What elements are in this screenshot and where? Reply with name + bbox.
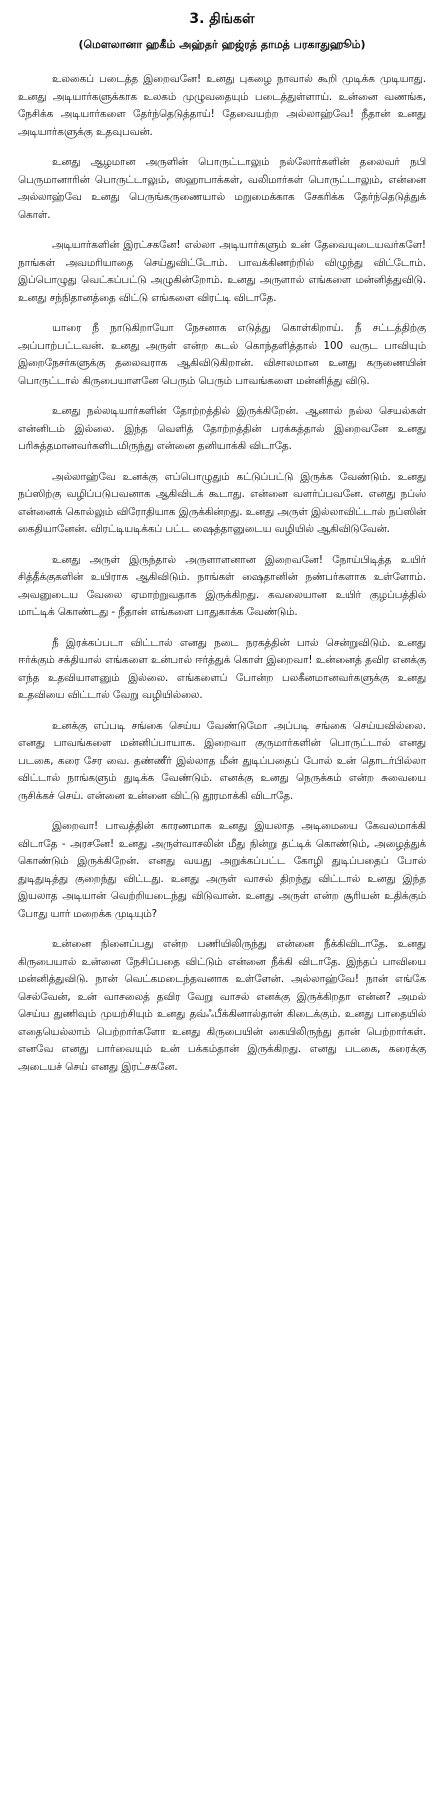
paragraph-6: அல்லாஹ்வே உனக்கு எப்பொழுதும் கட்டுப்பட்டு இருக்க வேண்டும். உனது நப்ஸிற்கு வழிப்படுபவனாக ஆகிவிடக் கூடாது. என்னை வளர்ப்பவனே. எனது நப்ஸ் என்னைக் கொல்லும் விரோதியாக இருக்கின்றது. உனது அருள் இல்லாவிட்டால் நப்ஸின் கைதியானேன். விரட்டியடிக்கப் பட்ட ஷைத்தானுடைய வழியில் ஆகிவிடுவேன். — [18, 470, 426, 535]
paragraph-4: யாரை நீ நாடுகிறாயோ நேசனாக எடுத்து கொள்கிறாய். நீ சட்டத்திற்கு அப்பாற்பட்டவன். உனது அருள் என்ற கடல் கொந்தளித்தால் 100 வருட பாவியும் இறைநேசர்களுக்கு தலைவராக ஆகிவிடுகிறான். விசாலமான உனது கருணையின் பொருட்டால் கிருபையாளனே பெரும் பெரும் பாவங்களை மன்னித்து விடு. — [18, 322, 426, 387]
paragraph-1: உலகைப் படைத்த இறைவனே! உனது புகழை நாவால் கூறி முடிக்க முடியாது. உனது அடியார்களுக்காக உலகம் முழுவதையும் படைத்துள்ளாய். உன்னை வணங்க, நேசிக்க அடியார்களை தேர்ந்தெடுத்தாய்! தேவையற்ற அல்லாஹ்வே! நீதான் உனது அடியார்களுக்கு உதவுபவன். — [18, 73, 426, 138]
paragraph-11: உன்னை நினைப்பது என்ற பணியிலிருந்து என்னை நீக்கிவிடாதே. உனது கிருபையால் உன்னை நேசிப்பதை விட்டும் என்னை நீக்கி விடாதே. இந்தப் பாவியை மன்னித்துவிடு. நான் வெட்கமடைந்தவனாக உள்ளேன். அல்லாஹ்வே! நான் எங்கே செல்வேன், உன் வாசலைத் தவிர வேறு வாசல் எனக்கு இருக்கிறதா என்ன? அமல் செய்ய துணிவும் முயற்சியும் உனது தவ்ஃபீக்கினால்தான் கிடைக்கும். உனது பாதையில் எதையெல்லாம் பெற்றார்களோ உனது கிருபையின் கையிலிருந்து தான் பெற்றார்கள். எனவே எனது பார்வையும் உன் பக்கம்தான் இருக்கிறது. எனது படகை, கரைக்கு அடையச் செய் எனது இரட்சகனே. — [18, 938, 426, 1073]
paragraph-5: உனது நல்லடியார்களின் தோற்றத்தில் இருக்கிறேன். ஆனால் நல்ல செயல்கள் என்னிடம் இல்லை. இந்த வெளித் தோற்றத்தின் பரக்கத்தால் இறைவனே உனது பரிசுத்தமானவர்களிடமிருந்து என்னை தனியாக்கி விடாதே. — [18, 405, 426, 452]
paragraph-8: நீ இரக்கப்படா விட்டால் எனது நடை நரகத்தின் பால் சென்றுவிடும். உனது ஈர்க்கும் சக்தியால் எங்களை உன்பால் ஈர்த்துக் கொள் இறைவா! உன்னைத் தவிர எனக்கு எந்த உதவியாளனும் இல்லை. எங்களைப் போன்ற பலகீனமானவர்களுக்கு உனது உதவியை விட்டால் வேறு வழியில்லை. — [18, 636, 426, 701]
paragraph-7: உனது அருள் இருந்தால் அருளாளனான இறைவனே! நோய்பிடித்த உயிர் சித்தீக்குகளின் உயிராக ஆகிவிடும். நாங்கள் ஷைதானின் நண்பர்களாக உள்ளோம். அவனுடைய வேலை ஏமாற்றுவதாக இருக்கிறது. கவலையான உயிர் குழப்பத்தில் மாட்டிக் கொண்டது - நீதான் எங்களை பாதுகாக்க வேண்டும். — [18, 553, 426, 618]
paragraph-3: அடியார்களின் இரட்சகனே! எல்லா அடியார்களும் உன் தேவையுடையவர்களே! நாங்கள் அவமரியாதை செய்துவிட்டோம். பாவக்கிணற்றில் விழுந்து விட்டோம். இப்பொழுது வெட்கப்பட்டு அழுகின்றோம். உனது அருளால் எங்களை மன்னித்துவிடு. உனது சந்நிதானத்தை விட்டு எங்களை விரட்டி விடாதே. — [18, 239, 426, 304]
chapter-title: 3. திங்கள் — [189, 11, 255, 27]
paragraph-2: உனது ஆழமான அருளின் பொருட்டாலும் நல்லோர்களின் தலைவர் நபி பெருமானாரின் பொருட்டாலும், ஸஹாபாக்கள், வலிமார்கள் பொருட்டாலும், என்னை அல்லாஹ்வே உனது பெருங்கருணையால் மறுமைக்காக சேகரிக்க தேர்ந்தெடுத்துக் கொள். — [18, 156, 426, 221]
paragraph-9: உனக்கு எப்படி சங்கை செய்ய வேண்டுமோ அப்படி சங்கை செய்யவில்லை. எனது பாவங்களை மன்னிப்பாயாக. இறைவா குருமார்களின் பொருட்டால் எனது படகை, கரை சேர வை. தண்ணீர் இல்லாத மீன் துடிப்பதைப் போல் உன் தொடர்பில்லா விட்டால் நாங்களும் துடிக்க வேண்டும். எனக்கு உனது நெருக்கம் என்ற சுவையை ருசிக்கச் செய். என்னை உன்னை விட்டு தூரமாக்கி விடாதே. — [18, 719, 426, 802]
paragraph-10: இறைவா! பாவத்தின் காரணமாக உனது இயலாத அடிமையை கேவலமாக்கி விடாதே - அரசனே! உனது அருள்வாசலின் மீது நின்று தட்டிக் கொண்டும், அழைத்துக் கொண்டும் இருக்கிறேன். எனது வயது அறுக்கப்பட்ட கோழி துடிப்பதைப் போல் துடிதுடித்து குறைந்து விட்டது. உனது அருள் வாசல் திறந்து விட்டால் உனது இந்த இயலாத அடியான் வெற்றியடைந்து விடுவான். உனது அருள் என்ற சூரியன் உதிக்கும் போது யார் மறைக்க முடியும்? — [18, 820, 426, 920]
author-subtitle: (மௌலானா ஹகீம் அஹ்தர் ஹஜ்ரத் தாமத் பரகாதுஹூம்) — [78, 38, 366, 51]
